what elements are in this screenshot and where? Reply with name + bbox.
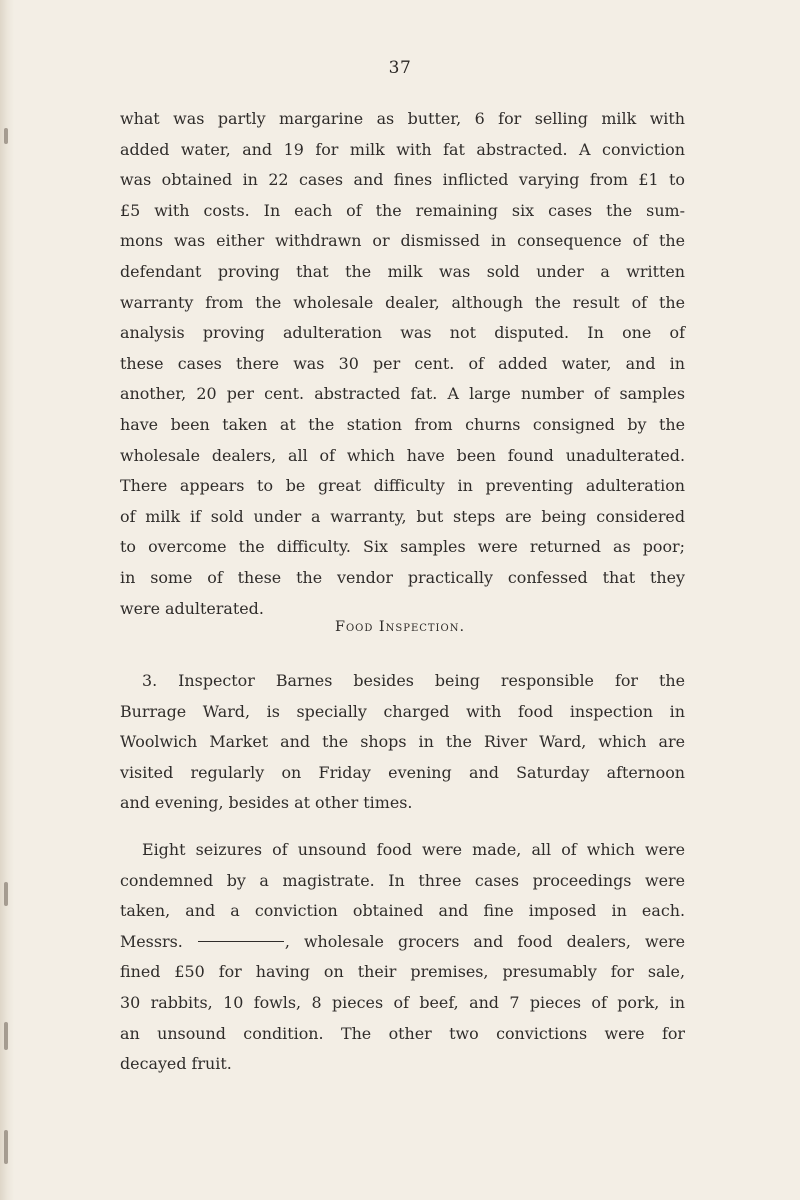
paragraph-line: 30 rabbits, 10 fowls, 8 pieces of beef, and 7 pieces of pork, in (120, 992, 685, 1012)
binding-mark (4, 128, 8, 144)
messrs-line (120, 927, 685, 958)
paragraph-line: wholesale dealers, all of which have been found unadulterated. (120, 445, 685, 465)
page-left-edge-shadow (0, 0, 14, 1200)
paragraph-line: added water, and 19 for milk with fat abstracted. A conviction (120, 139, 685, 159)
paragraph-line: Woolwich Market and the shops in the River Ward, which are (120, 732, 685, 752)
paragraph-line: an unsound condition. The other two convictions were for (120, 1023, 685, 1043)
paragraph-line: fined £50 for having on their premises, presumably for sale, (120, 962, 685, 982)
paragraph-line: defendant proving that the milk was sold under a written (120, 261, 685, 281)
paragraph-line: in some of these the vendor practically confessed that they (120, 567, 685, 587)
paragraph-line: £5 with costs. In each of the remaining six cases the sum- (120, 200, 685, 220)
paragraph-line: of milk if sold under a warranty, but steps are being considered (120, 506, 685, 526)
section-heading: Food Inspection. (334, 619, 466, 635)
binding-mark (4, 882, 8, 906)
paragraph-line: have been taken at the station from churns consigned by the (120, 414, 685, 434)
binding-mark (4, 1022, 8, 1050)
paragraph-line: was obtained in 22 cases and fines inflicted varying from £1 to (120, 170, 685, 190)
seizures-paragraph (120, 835, 685, 1080)
paragraph-line: There appears to be great difficulty in preventing adulteration (120, 476, 685, 496)
paragraph-line: taken, and a conviction obtained and fine imposed in each. (120, 901, 685, 921)
paragraph-line: analysis proving adulteration was not disputed. In one of (120, 323, 685, 343)
paragraph-line: mons was either withdrawn or dismissed in consequence of the (120, 231, 685, 251)
paragraph-line: visited regularly on Friday evening and Saturday afternoon (120, 762, 685, 782)
page-number: 37 (388, 58, 412, 78)
paragraph-line: and evening, besides at other times. (120, 793, 413, 813)
paragraph-line: these cases there was 30 per cent. of added water, and in (120, 353, 685, 373)
paragraph-line: Burrage Ward, is specially charged with food inspection in (120, 701, 685, 721)
paragraph-line: were adulterated. (120, 598, 264, 618)
paragraph-line: warranty from the wholesale dealer, although the result of the (120, 292, 685, 312)
paragraph-line: another, 20 per cent. abstracted fat. A large number of samples (120, 384, 685, 404)
paragraph-line: decayed fruit. (120, 1054, 232, 1074)
inspection-paragraph (120, 666, 685, 819)
paragraph-line: what was partly margarine as butter, 6 for selling milk with (120, 109, 685, 128)
messrs-prefix: Messrs. (120, 931, 183, 951)
intro-paragraph (120, 104, 685, 624)
paragraph-line: condemned by a magistrate. In three cases proceedings were (120, 870, 685, 890)
paragraph-line: to overcome the difficulty. Six samples were returned as poor; (120, 537, 685, 557)
messrs-suffix: , wholesale grocers and food dealers, were (284, 931, 685, 951)
paragraph-line: Eight seizures of unsound food were made, all of which were (142, 840, 685, 859)
binding-mark (4, 1130, 8, 1164)
redacted-name-blank (198, 941, 284, 942)
paragraph-line: 3. Inspector Barnes besides being responsible for the (142, 671, 685, 690)
